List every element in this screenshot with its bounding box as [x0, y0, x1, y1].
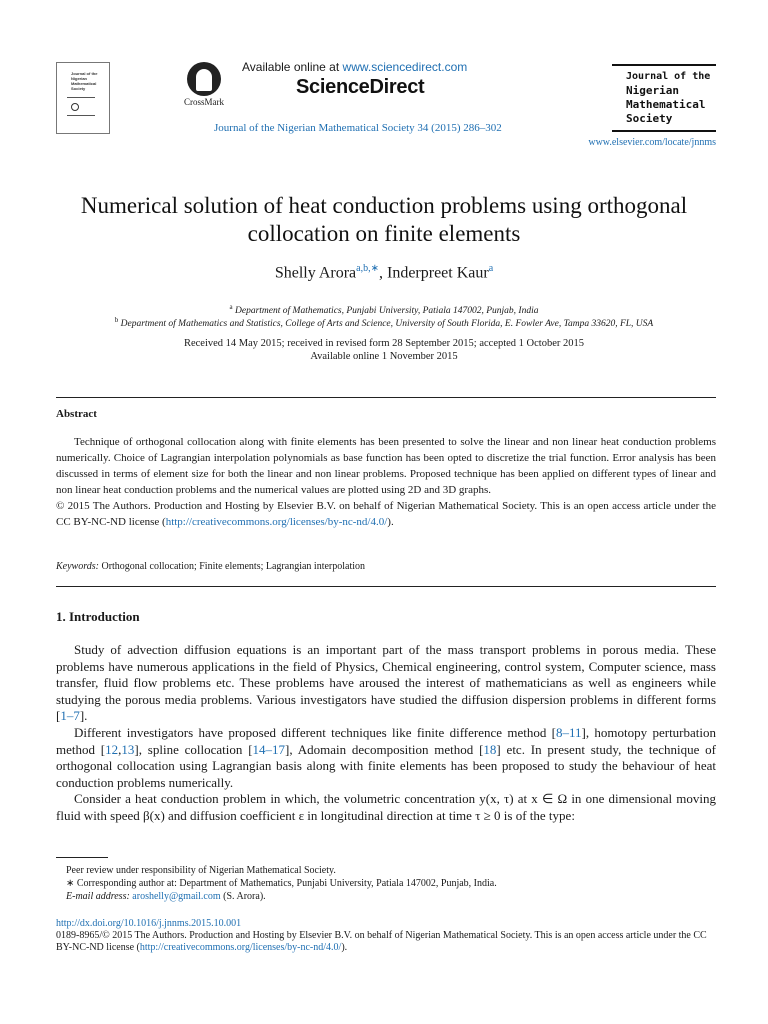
author-affiliation-marker[interactable]: a — [488, 263, 494, 274]
paragraph-text: ] etc. In present study, the technique of orthogonal collocation using Lagrangian basis along with finite elements has been proposed to study the behaviour of heat conduction problems numerically. — [56, 741, 717, 790]
journal-homepage-link[interactable]: www.elsevier.com/locate/jnnms — [588, 137, 716, 148]
author-list — [0, 263, 768, 282]
crossmark-label: CrossMark — [184, 97, 224, 107]
license-link[interactable]: http://creativecommons.org/licenses/by-nc-nd/4.0/ — [165, 516, 388, 528]
received-dates: Received 14 May 2015; received in revised form 28 September 2015; accepted 1 October 2015 — [183, 338, 585, 349]
section-heading: 1. Introduction — [56, 609, 140, 624]
sciencedirect-link[interactable]: www.sciencedirect.com — [342, 60, 468, 74]
paragraph-text: ], spline collocation [ — [134, 741, 253, 757]
paragraph: Consider a heat conduction problem in which, the volumetric concentration y(x, τ) at x ∈ Ω in one dimensional moving fluid with speed β(x) and diffusion coefficient ε in longitudinal direction at time τ ≥ 0 is of the type: — [56, 791, 716, 823]
issn-text: 0189-8965/© 2015 The Authors. Production and Hosting by Elsevier B.V. on behalf of Nigerian Mathematical Society. This is an open access article under the CC BY-NC-ND license ( — [56, 930, 707, 953]
paragraph-text: Different investigators have proposed different techniques like finite difference method [ — [74, 724, 556, 740]
issn-license — [56, 930, 716, 954]
license-link[interactable]: http://creativecommons.org/licenses/by-nc-nd/4.0/ — [139, 942, 342, 953]
cover-line: Journal of the — [71, 71, 98, 76]
paragraph — [56, 725, 716, 791]
cover-line: Nigerian — [71, 76, 88, 81]
footnote-rule — [56, 857, 108, 858]
introduction-body — [56, 642, 716, 825]
author-name: , Inderpreet Kaur — [378, 264, 489, 282]
title-line: Numerical solution of heat conduction problems using orthogonal — [80, 193, 688, 218]
title-line: collocation on finite elements — [247, 221, 521, 246]
journal-reference-link[interactable]: Journal of the Nigerian Mathematical Society 34 (2015) 286–302 — [214, 122, 502, 134]
paragraph — [56, 642, 716, 725]
keywords — [56, 561, 365, 572]
abstract-copyright — [56, 498, 716, 530]
footnote-corresponding-author: ∗ Corresponding author at: Department of Mathematics, Punjabi University, Patiala 147002, Punjab, India. — [66, 878, 497, 889]
citation-link[interactable]: 8–11 — [556, 724, 582, 740]
citation-link[interactable]: 14–17 — [252, 741, 286, 757]
crossmark-icon — [187, 62, 221, 96]
divider — [56, 397, 716, 398]
paragraph-text: , — [118, 741, 122, 757]
copyright-text: © 2015 The Authors. Production and Hosting by Elsevier B.V. on behalf of Nigerian Mathematical Society. This is an open access article under the CC BY-NC-ND license ( — [56, 500, 716, 528]
online-date: Available online 1 November 2015 — [310, 351, 458, 362]
journal-cover-thumbnail — [56, 62, 110, 134]
paragraph-text: ]. — [79, 708, 88, 724]
logo-rule — [612, 130, 716, 132]
journal-logo — [612, 64, 716, 132]
crossmark-badge[interactable] — [184, 62, 224, 107]
sciencedirect-logo: ScienceDirect — [296, 76, 425, 98]
divider — [56, 586, 716, 587]
logo-line: Nigerian — [626, 84, 679, 97]
cover-divider — [67, 97, 95, 98]
article-title — [40, 192, 728, 248]
cover-text — [71, 71, 97, 91]
cover-divider — [67, 115, 95, 116]
paragraph-text: ], homotopy perturbation method [ — [56, 724, 716, 757]
affiliation-text: Department of Mathematics and Statistics, College of Arts and Science, University of South Florida, E. Fowler Ave, Tampa 33620, FL, USA — [118, 319, 654, 330]
email-link[interactable]: aroshelly@gmail.com — [132, 891, 221, 902]
issn-suffix: ). — [341, 942, 348, 953]
available-prefix: Available online at — [242, 60, 343, 74]
doi-link[interactable]: http://dx.doi.org/10.1016/j.jnnms.2015.10.001 — [56, 918, 242, 929]
paragraph-text: ], Adomain decomposition method [ — [285, 741, 484, 757]
abstract-heading: Abstract — [56, 408, 97, 420]
affiliation-text: Department of Mathematics, Punjabi University, Patiala 147002, Punjab, India — [232, 306, 539, 317]
footnote-peer-review: Peer review under responsibility of Nigerian Mathematical Society. — [66, 865, 336, 876]
cover-line: Mathematical — [71, 81, 97, 86]
author-affiliation-marker[interactable]: a,b,∗ — [356, 263, 379, 274]
footnotes — [56, 864, 716, 903]
affiliation-marker: b — [114, 316, 119, 324]
paragraph-text: Study of advection diffusion equations is an important part of the mass transport problems in porous media. These problems have numerous applications in the field of Physics, Chemical engineering, control system, Computer science, mass transfer, fluid flow problems etc. These problems have aroused the interest of mathematicians as well as engineers while studying the porous media problems. Various investigators have studied the diffusion dispersion problems in different forms [ — [56, 642, 716, 724]
citation-link[interactable]: 12 — [105, 741, 119, 757]
article-footer — [56, 918, 716, 954]
cover-logo-icon — [71, 103, 79, 111]
citation-link[interactable]: 13 — [121, 741, 135, 757]
affiliation-a — [0, 303, 768, 316]
logo-line: Mathematical — [626, 98, 706, 111]
keywords-list: Orthogonal collocation; Finite elements; Lagrangian interpolation — [98, 561, 366, 572]
footnote-email — [56, 890, 716, 903]
logo-line: Journal of the — [626, 71, 711, 82]
citation-link[interactable]: 18 — [483, 741, 497, 757]
journal-logo-text — [612, 66, 716, 130]
keywords-label: Keywords: — [56, 561, 99, 572]
citation-link[interactable]: 1–7 — [60, 708, 80, 724]
abstract-text: Technique of orthogonal collocation along with finite elements has been presented to solve the linear and non linear heat conduction problems numerically. Choice of Lagrangian interpolation polynomials as base function has been opted to discretize the trial function. Error analysis has been discussed in terms of element size for both the linear and non linear problems. Proposed technique has been applied on different types of linear and non linear heat conduction problems and the numerical values are plotted using 2D and 3D graphs. — [56, 436, 716, 496]
abstract-body — [56, 434, 716, 530]
available-online — [242, 60, 467, 74]
author-name: Shelly Arora — [274, 264, 357, 282]
cover-line: Society — [71, 86, 86, 91]
affiliation-marker: a — [229, 303, 233, 311]
logo-line: Society — [626, 112, 673, 125]
email-suffix: (S. Arora). — [220, 891, 266, 902]
email-label: E-mail address: — [66, 891, 130, 902]
copyright-suffix: ). — [387, 516, 394, 528]
affiliation-b — [0, 316, 768, 329]
